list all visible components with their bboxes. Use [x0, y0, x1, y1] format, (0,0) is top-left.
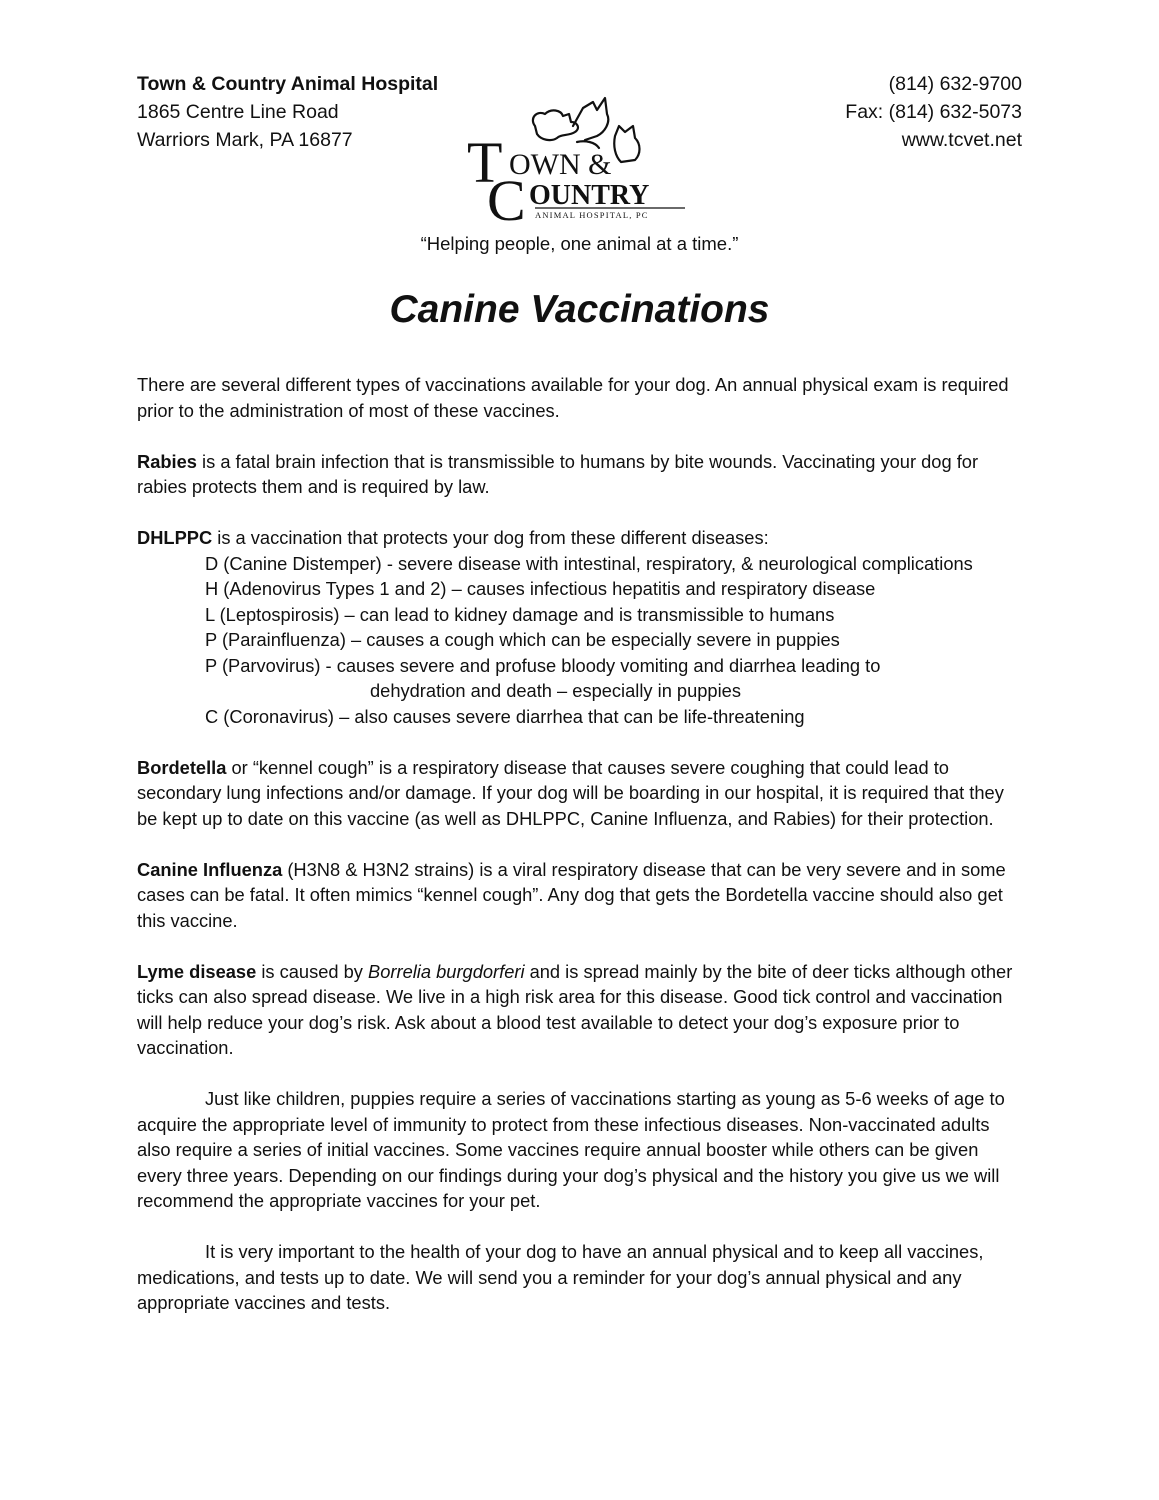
tagline: “Helping people, one animal at a time.” — [420, 233, 739, 254]
bordetella-term: Bordetella — [137, 756, 227, 778]
svg-text:ANIMAL HOSPITAL, PC: ANIMAL HOSPITAL, PC — [535, 210, 649, 220]
lyme-paragraph — [137, 959, 1027, 1061]
rabies-paragraph — [137, 449, 1027, 500]
lyme-text-b: and is spread mainly by the bite of deer ticks although other ticks can also spread disease. We live in a high risk area for this disease. Good tick control and vaccination will help reduce your dog’s risk. Ask about a blood test available to detect your dog’s exposure prior to vaccination. — [137, 960, 1013, 1058]
list-item: D (Canine Distemper) - severe disease with intestinal, respiratory, & neurological complications — [205, 552, 973, 574]
hospital-name: Town & Country Animal Hospital — [137, 73, 439, 95]
dhlppc-paragraph — [137, 525, 1027, 551]
page-title: Canine Vaccinations — [389, 288, 770, 331]
phone-number: (814) 632-9700 — [888, 73, 1022, 95]
list-item: C (Coronavirus) – also causes severe diarrhea that can be life-threatening — [205, 705, 805, 727]
svg-text:OUNTRY: OUNTRY — [529, 180, 650, 211]
list-item: H (Adenovirus Types 1 and 2) – causes infectious hepatitis and respiratory disease — [205, 578, 876, 599]
bordetella-text: or “kennel cough” is a respiratory disease that causes severe coughing that could lead to secondary lung infections and/or damage. If your dog will be boarding in our hospital, it is required that they be kept up to date on this vaccine (as well as DHLPPC, Canine Influenza, and Rabies) for their protection. — [137, 756, 1004, 829]
dhlppc-term: DHLPPC — [137, 527, 213, 548]
contact-block — [845, 70, 1022, 154]
influenza-paragraph — [137, 857, 1027, 934]
dhlppc-text: is a vaccination that protects your dog from these different diseases: — [212, 527, 769, 548]
document-body — [137, 372, 1027, 1341]
rabies-text: is a fatal brain infection that is transmissible to humans by bite wounds. Vaccinating your dog for rabies protects them and is required by law. — [137, 450, 979, 497]
intro-paragraph: There are several different types of vaccinations available for your dog. An annual physical exam is required prior to the administration of most of these vaccines. — [137, 374, 1009, 421]
lyme-term: Lyme disease — [137, 960, 257, 982]
list-item: P (Parvovirus) - causes severe and profuse bloody vomiting and diarrhea leading to — [205, 654, 881, 676]
svg-text:C: C — [487, 168, 526, 226]
fax-number: Fax: (814) 632-5073 — [845, 101, 1022, 123]
puppies-paragraph: Just like children, puppies require a series of vaccinations starting as young as 5-6 weeks of age to acquire the appropriate level of immunity to protect from these infectious diseases. Non-vaccinated adults also require a series of initial vaccines. Some vaccines require annual booster while others can be given every three years. Depending on our findings during your dog’s physical and the history you give us we will recommend the appropriate vaccines for your pet. — [137, 1088, 1005, 1211]
svg-text:OWN &: OWN & — [509, 148, 612, 181]
rabies-term: Rabies — [137, 450, 197, 472]
address-line-1: 1865 Centre Line Road — [137, 101, 339, 123]
bordetella-paragraph — [137, 755, 1027, 832]
lyme-species: Borrelia burgdorferi — [368, 960, 525, 982]
website: www.tcvet.net — [901, 129, 1022, 151]
hospital-logo — [465, 96, 690, 226]
disease-list — [205, 551, 1027, 730]
annual-physical-paragraph: It is very important to the health of your dog to have an annual physical and to keep all vaccines, medications, and tests up to date. We will send you a reminder for your dog’s annual physical and any appropriate vaccines and tests. — [137, 1241, 984, 1313]
hospital-address-block — [137, 70, 438, 154]
list-item: P (Parainfluenza) – causes a cough which can be especially severe in puppies — [205, 629, 840, 650]
address-line-2: Warriors Mark, PA 16877 — [137, 129, 353, 151]
svg-text:T: T — [467, 130, 503, 195]
influenza-text: (H3N8 & H3N2 strains) is a viral respiratory disease that can be very severe and in some cases can be fatal. It often mimics “kennel cough”. Any dog that gets the Bordetella vaccine should also get this vaccine. — [137, 858, 1006, 931]
lyme-text-a: is caused by — [256, 960, 369, 982]
list-item-continuation: dehydration and death – especially in puppies — [370, 680, 741, 701]
list-item: L (Leptospirosis) – can lead to kidney damage and is transmissible to humans — [205, 603, 835, 625]
influenza-term: Canine Influenza — [137, 858, 283, 880]
